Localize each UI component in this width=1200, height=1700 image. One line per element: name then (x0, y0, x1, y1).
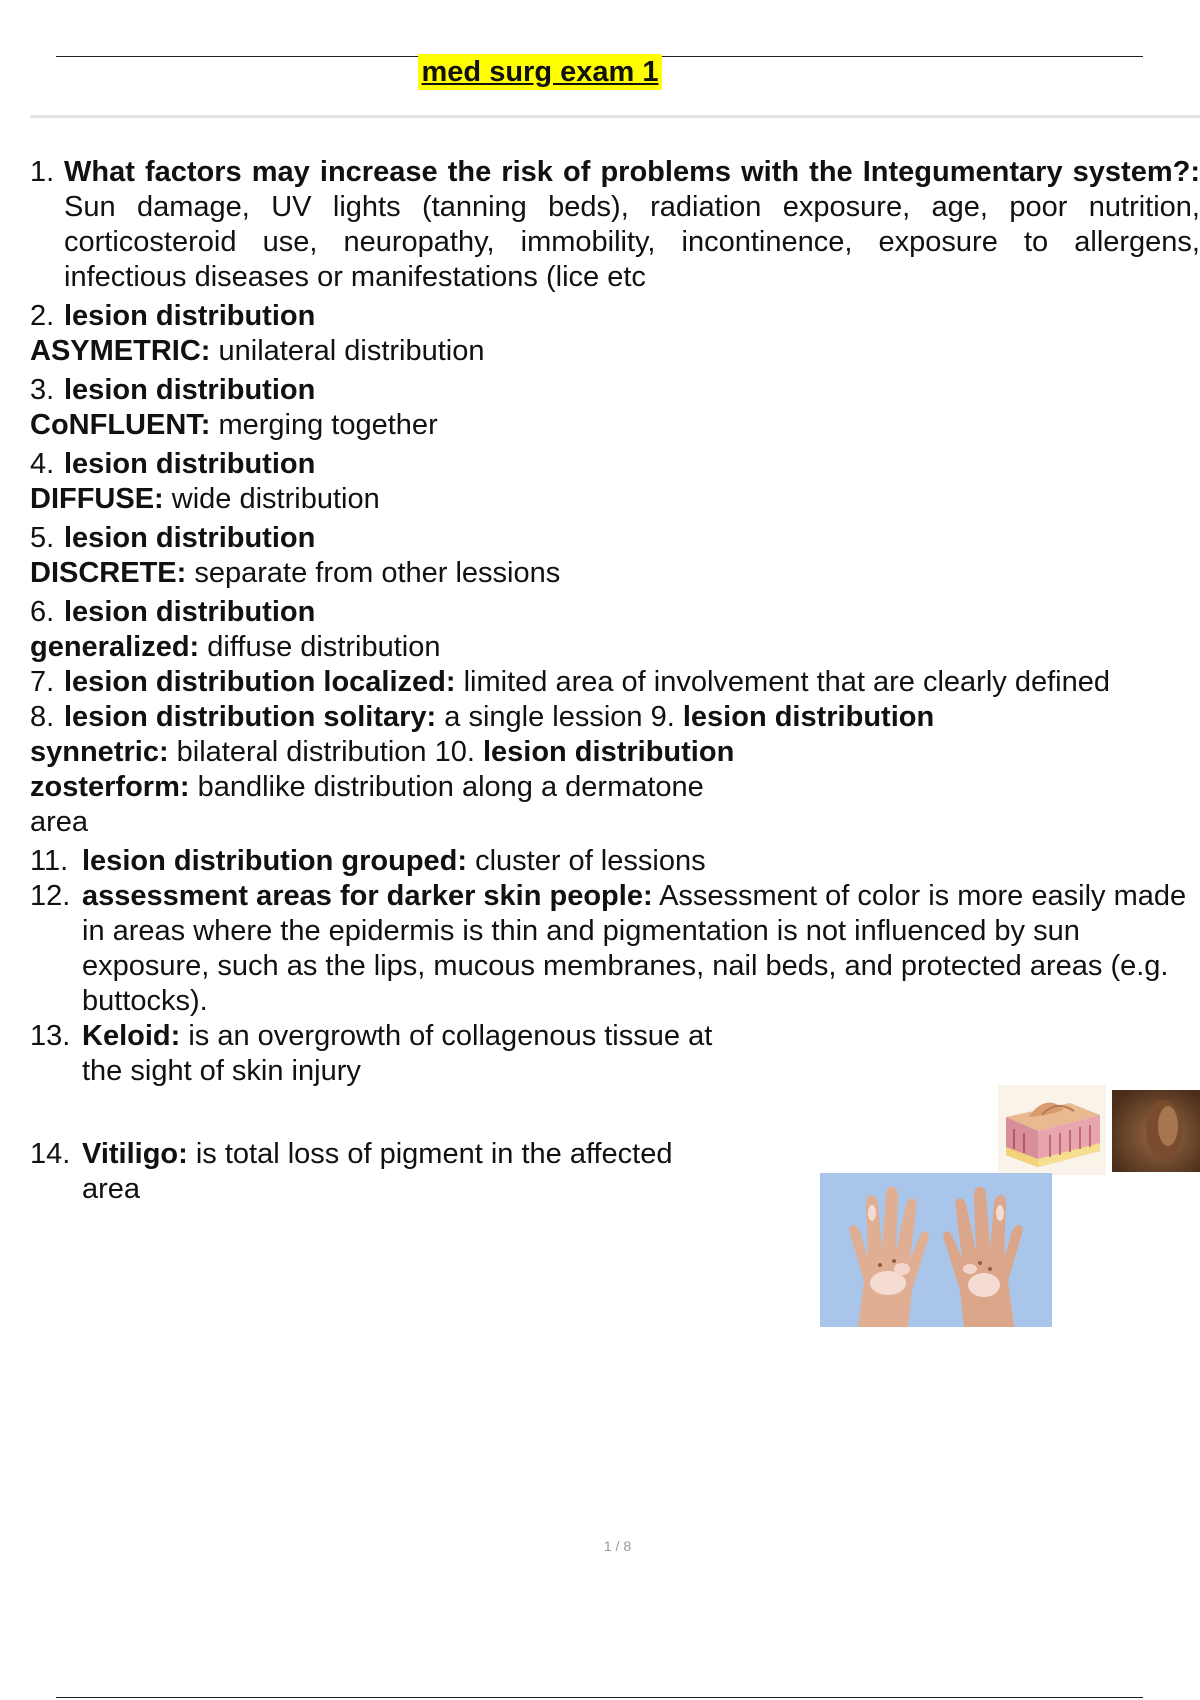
bottom-rule (56, 1697, 1143, 1698)
item-definition: is total loss of pigment in the affected (187, 1138, 673, 1170)
item-subline (30, 630, 1200, 665)
item-term: lesion distribution (64, 596, 316, 628)
item-subterm: synnetric: (30, 736, 169, 768)
item-text (64, 665, 1200, 700)
item-definition: wide distribution (163, 483, 380, 515)
item-text (82, 1019, 1200, 1089)
item-number: 3. (30, 374, 55, 406)
list-item-12 (30, 879, 1200, 1019)
flashcard-list (30, 155, 1200, 1207)
item-number: 4. (30, 448, 55, 480)
list-item-2 (30, 299, 1200, 334)
item-definition-continued: area (82, 1173, 141, 1205)
item-text (64, 373, 1200, 408)
item-number: 14. (30, 1138, 71, 1170)
item-number: 5. (30, 522, 55, 554)
document-title: med surg exam 1 (418, 54, 663, 90)
list-item-5 (30, 521, 1200, 556)
item-definition: Assessment of color is more easily made in areas where the epidermis is thin and pigmentation is not influenced by sun exposure, such as the lips, mucous membranes, nail beds, and protected areas (e.g. buttocks). (82, 880, 1187, 1017)
item-number: 11. (30, 845, 69, 877)
item-term: Vitiligo: (82, 1138, 188, 1170)
keloid-diagram-image (998, 1085, 1106, 1175)
item-term: Keloid: (82, 1020, 181, 1052)
item-definition: cluster of lessions (467, 845, 706, 877)
item-text (64, 700, 1200, 735)
item-subline (30, 408, 1200, 443)
header-divider (30, 115, 1200, 118)
item-term: lesion distribution (64, 374, 316, 406)
item-term: lesion distribution solitary: (64, 701, 437, 733)
item-number: 12. (30, 880, 71, 912)
item-text (64, 155, 1200, 295)
item-term: lesion distribution localized: (64, 666, 456, 698)
list-item-3 (30, 373, 1200, 408)
item-subline (30, 556, 1200, 591)
keloid-photo-image (1112, 1090, 1200, 1172)
item-subterm: DIFFUSE: (30, 483, 164, 515)
list-item-13 (30, 1019, 1200, 1089)
item-definition: merging together (210, 409, 438, 441)
item-subline (30, 735, 1200, 770)
item-text (64, 447, 1200, 482)
item-definition: bilateral distribution 10. (168, 736, 483, 768)
item-definition: Sun damage, UV lights (tanning beds), radiation exposure, age, poor nutrition, corticosteroid use, neuropathy, immobility, incontinence, exposure to allergens, infectious diseases or manifestations (lice etc (64, 191, 1200, 293)
item-number: 8. (30, 701, 55, 733)
list-item-11 (30, 844, 1200, 879)
item-subterm: DISCRETE: (30, 557, 187, 589)
list-item-1 (30, 155, 1200, 295)
item-text (82, 844, 1200, 879)
item-term: assessment areas for darker skin people: (82, 880, 653, 912)
item-definition: a single lession 9. (436, 701, 683, 733)
item-definition: separate from other lessions (186, 557, 561, 589)
item-definition-continued: the sight of skin injury (82, 1055, 361, 1087)
item-subterm: zosterform: (30, 771, 190, 803)
item-definition: is an overgrowth of collagenous tissue at (180, 1020, 713, 1052)
list-item-7 (30, 665, 1200, 700)
item-term: lesion distribution (482, 736, 735, 768)
item-number: 1. (30, 156, 55, 188)
list-item-6 (30, 595, 1200, 630)
item-number: 6. (30, 596, 55, 628)
item-term: lesion distribution (64, 300, 316, 332)
item-text (64, 595, 1200, 630)
list-item-8 (30, 700, 1200, 735)
item-number: 13. (30, 1020, 71, 1052)
vitiligo-hands-image (820, 1173, 1052, 1327)
item-definition: unilateral distribution (210, 335, 485, 367)
item-definition: diffuse distribution (199, 631, 441, 663)
item-text (64, 299, 1200, 334)
page-indicator: 1 / 8 (603, 1538, 632, 1554)
item-number: 7. (30, 666, 55, 698)
item-definition: limited area of involvement that are clearly defined (455, 666, 1110, 698)
item-subterm: ASYMETRIC: (30, 335, 211, 367)
item-subline (30, 334, 1200, 369)
item-term: lesion distribution grouped: (82, 845, 468, 877)
item-subterm: CoNFLUENT: (30, 409, 211, 441)
item-number: 2. (30, 300, 55, 332)
title-wrap (0, 54, 1080, 90)
item-subline (30, 482, 1200, 517)
list-item-4 (30, 447, 1200, 482)
item-term: What factors may increase the risk of problems with the Integumentary system?: (64, 156, 1200, 188)
item-subline (30, 770, 1200, 805)
item-term: lesion distribution (682, 701, 935, 733)
item-definition: bandlike distribution along a dermatone (189, 771, 704, 803)
item-text (82, 879, 1200, 1019)
item-term: lesion distribution (64, 522, 316, 554)
item-subline: area (30, 806, 89, 838)
item-subterm: generalized: (30, 631, 200, 663)
item-text (64, 521, 1200, 556)
item-term: lesion distribution (64, 448, 316, 480)
